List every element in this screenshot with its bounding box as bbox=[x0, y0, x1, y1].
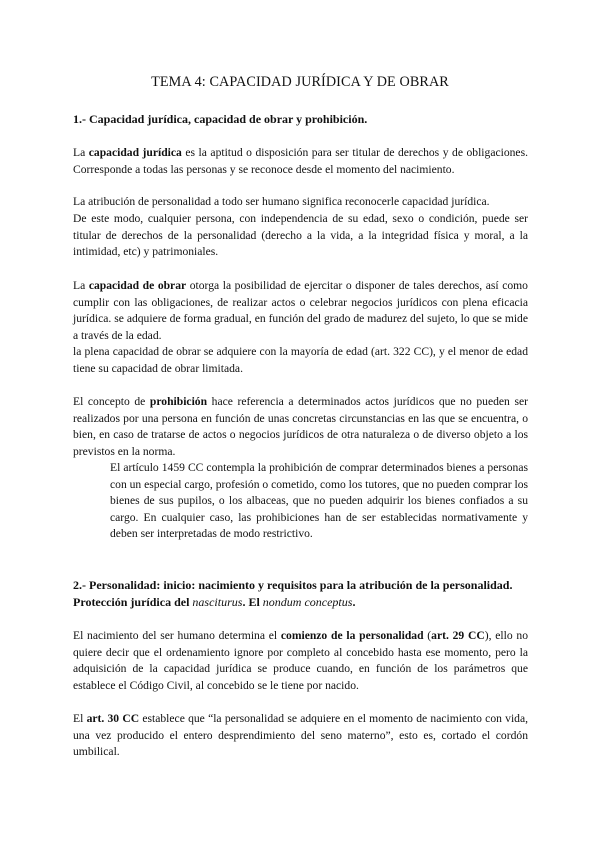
text: ), ello no quiere decir que el ordenamiento ignore por completo al concebido hasta ese momento, pero la adquisición de la capacidad jurídica se produce cuando, en función de los parámetros que establece el Código Civil, al concebido se le tiene por nacido. bbox=[73, 629, 528, 692]
term-art-29: art. 29 CC bbox=[431, 629, 485, 642]
text: El bbox=[73, 712, 87, 725]
section-2-heading bbox=[73, 577, 533, 611]
paragraph-prohibicion bbox=[73, 394, 528, 460]
paragraph-capacidad-juridica bbox=[73, 145, 528, 178]
heading-line-1: 2.- Personalidad: inicio: nacimiento y requisitos para la atribución de la personalidad. bbox=[73, 578, 513, 592]
text: El nacimiento del ser humano determina el bbox=[73, 629, 281, 642]
paragraph-nacimiento bbox=[73, 628, 528, 694]
text: hace referencia a determinados actos jurídicos que no pueden ser realizados por una persona en función de unas concretas circunstancias en las que se encuentra, o bien, en caso de tratarse de actos o negocios jurídicos de otra naturaleza o de diverso objeto a los previstos en la norma. bbox=[73, 395, 528, 458]
text: La bbox=[73, 279, 89, 292]
paragraph-plena-capacidad: la plena capacidad de obrar se adquiere con la mayoría de edad (art. 322 CC), y el menor de edad tiene su capacidad de obrar limitada. bbox=[73, 345, 528, 375]
text: ( bbox=[423, 629, 432, 642]
term-art-30: art. 30 CC bbox=[86, 712, 140, 725]
section-1-heading: 1.- Capacidad jurídica, capacidad de obrar y prohibición. bbox=[73, 112, 368, 126]
term-comienzo-personalidad: comienzo de la personalidad bbox=[280, 629, 424, 642]
paragraph-atribucion: La atribución de personalidad a todo ser humano significa reconocerle capacidad jurídica. bbox=[73, 195, 490, 208]
text: . El bbox=[242, 594, 263, 609]
term-capacidad-obrar: capacidad de obrar bbox=[88, 279, 187, 292]
paragraph-de-este-modo: De este modo, cualquier persona, con independencia de su edad, sexo o condición, puede ser titular de derechos de la personalidad (derecho a la vida, a la integridad física y moral, a la intimidad, etc) y patrimoniales. bbox=[73, 212, 528, 259]
paragraph-articulo-1459: El artículo 1459 CC contempla la prohibición de comprar determinados bienes a personas con un especial cargo, profesión o cometido, como los tutores, que no pueden comprar los bienes de sus pupilos, o los albaceas, que no pueden adquirir los bienes confiados a su cargo. En cualquier caso, las prohibiciones han de ser establecidas normativamente y deben ser interpretadas de modo restrictivo. bbox=[110, 461, 529, 541]
text: Protección jurídica del bbox=[73, 594, 193, 609]
text: . bbox=[352, 594, 356, 609]
term-nasciturus: nasciturus bbox=[192, 594, 243, 609]
text: otorga la posibilidad de ejercitar o disponer de tales derechos, así como cumplir con las obligaciones, de realizar actos o celebrar negocios jurídicos con plena eficacia jurídica. se adquiere de forma gradual, en función del grado de madurez del sujeto, lo que se mide a través de la edad. bbox=[73, 279, 528, 342]
paragraph-capacidad-obrar bbox=[73, 278, 528, 344]
text: establece que “la personalidad se adquiere en el momento de nacimiento con vida, una vez producido el entero desprendimiento del seno materno”, esto es, cortado el cordón umbilical. bbox=[73, 712, 529, 759]
text: La bbox=[73, 146, 89, 159]
text: es la aptitud o disposición para ser titular de derechos y de obligaciones. Corresponde a todas las personas y se reconoce desde el momento del nacimiento. bbox=[73, 146, 528, 176]
term-capacidad-juridica: capacidad jurídica bbox=[88, 146, 182, 159]
term-prohibicion: prohibición bbox=[149, 395, 208, 408]
text: El concepto de bbox=[73, 395, 150, 408]
term-nondum-conceptus: nondum conceptus bbox=[262, 594, 353, 609]
page-title: TEMA 4: CAPACIDAD JURÍDICA Y DE OBRAR bbox=[151, 74, 449, 90]
paragraph-art-30 bbox=[73, 711, 528, 761]
